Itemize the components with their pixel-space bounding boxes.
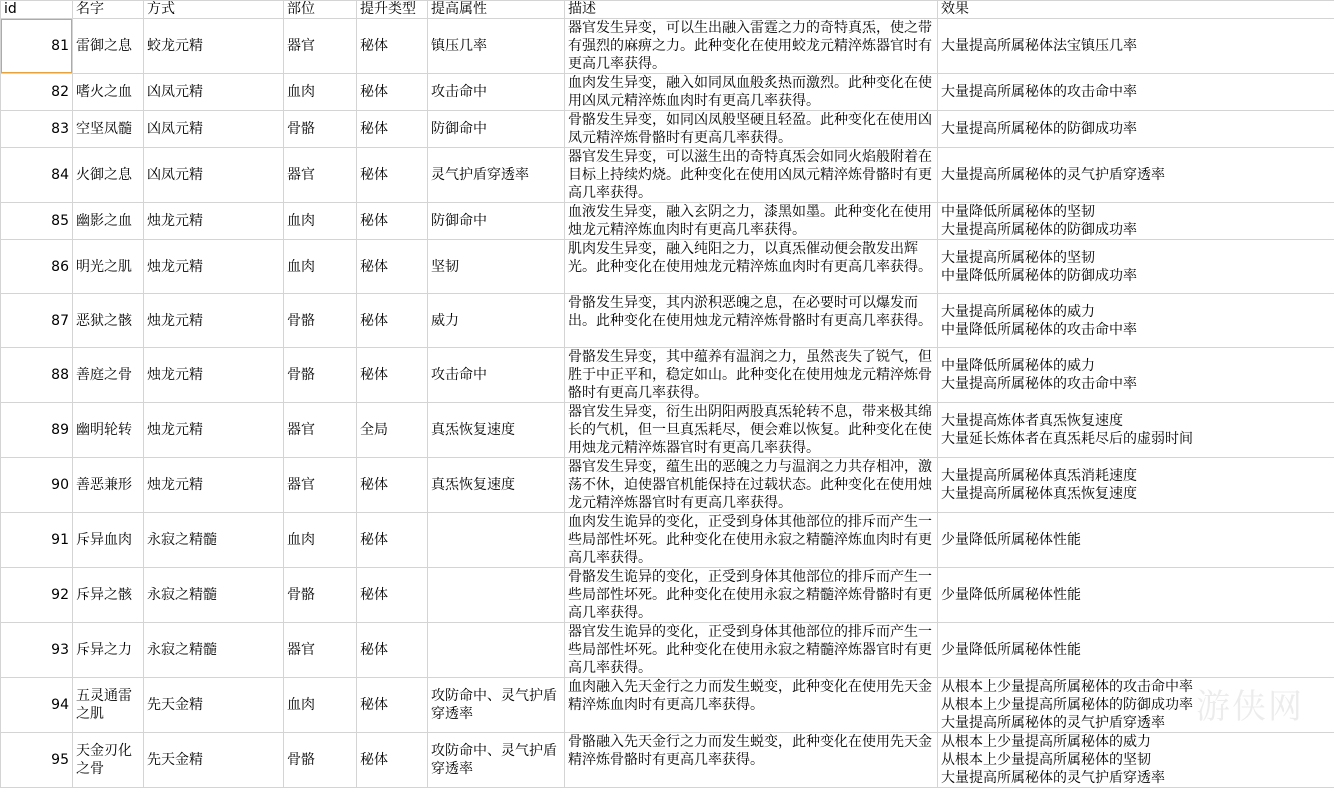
cell-id[interactable]: 86 bbox=[1, 240, 73, 294]
table-row[interactable] bbox=[1, 623, 1334, 678]
cell-method[interactable]: 永寂之精髓 bbox=[144, 568, 284, 623]
cell-effect[interactable]: 大量提高所属秘体的灵气护盾穿透率 bbox=[938, 148, 1334, 203]
cell-part[interactable]: 器官 bbox=[284, 623, 357, 678]
cell-method[interactable]: 烛龙元精 bbox=[144, 348, 284, 403]
cell-id[interactable]: 94 bbox=[1, 678, 73, 733]
cell-id[interactable]: 85 bbox=[1, 203, 73, 240]
cell-effect[interactable]: 从根本上少量提高所属秘体的攻击命中率 从根本上少量提高所属秘体的防御成功率 大量提高所属秘体的灵气护盾穿透率 bbox=[938, 678, 1334, 733]
cell-part[interactable]: 骨骼 bbox=[284, 294, 357, 348]
cell-method[interactable]: 凶凤元精 bbox=[144, 148, 284, 203]
cell-part[interactable]: 器官 bbox=[284, 403, 357, 458]
column-header[interactable]: 方式 bbox=[144, 1, 284, 19]
cell-attr[interactable]: 灵气护盾穿透率 bbox=[428, 148, 565, 203]
cell-desc[interactable]: 骨骼发生异变，如同凶凤般坚硬且轻盈。此种变化在使用凶凤元精淬炼骨骼时有更高几率获得。 bbox=[565, 111, 938, 148]
cell-part[interactable]: 骨骼 bbox=[284, 111, 357, 148]
cell-desc[interactable]: 骨骼发生异变，其中蕴养有温润之力，虽然丧失了锐气，但胜于中正平和，稳定如山。此种变化在使用烛龙元精淬炼骨骼时有更高几率获得。 bbox=[565, 348, 938, 403]
cell-name[interactable]: 五灵通雷之肌 bbox=[73, 678, 144, 733]
cell-effect[interactable]: 大量提高所属秘体法宝镇压几率 bbox=[938, 19, 1334, 74]
cell-attr[interactable]: 真炁恢复速度 bbox=[428, 458, 565, 513]
cell-id[interactable]: 91 bbox=[1, 513, 73, 568]
cell-id[interactable]: 88 bbox=[1, 348, 73, 403]
cell-attr[interactable]: 攻击命中 bbox=[428, 74, 565, 111]
cell-id[interactable]: 95 bbox=[1, 733, 73, 788]
cell-type[interactable]: 秘体 bbox=[357, 568, 428, 623]
cell-name[interactable]: 恶狱之骸 bbox=[73, 294, 144, 348]
cell-desc[interactable]: 骨骼发生异变，其内淤积恶魄之息，在必要时可以爆发而出。此种变化在使用烛龙元精淬炼骨骼时有更高几率获得。 bbox=[565, 294, 938, 348]
table-row[interactable] bbox=[1, 403, 1334, 458]
cell-desc[interactable]: 血肉融入先天金行之力而发生蜕变，此种变化在使用先天金精淬炼血肉时有更高几率获得。 bbox=[565, 678, 938, 733]
cell-effect[interactable]: 大量提高所属秘体的攻击命中率 bbox=[938, 74, 1334, 111]
cell-attr[interactable]: 攻击命中 bbox=[428, 348, 565, 403]
cell-effect[interactable]: 少量降低所属秘体性能 bbox=[938, 513, 1334, 568]
cell-id[interactable]: 82 bbox=[1, 74, 73, 111]
cell-part[interactable]: 血肉 bbox=[284, 74, 357, 111]
cell-type[interactable]: 秘体 bbox=[357, 203, 428, 240]
column-header[interactable]: 描述 bbox=[565, 1, 938, 19]
header-row bbox=[1, 1, 1334, 19]
cell-id[interactable]: 92 bbox=[1, 568, 73, 623]
cell-attr[interactable]: 真炁恢复速度 bbox=[428, 403, 565, 458]
cell-name[interactable]: 空坚凤髓 bbox=[73, 111, 144, 148]
column-header[interactable]: 名字 bbox=[73, 1, 144, 19]
table-row[interactable] bbox=[1, 74, 1334, 111]
cell-id[interactable]: 90 bbox=[1, 458, 73, 513]
cell-part[interactable]: 血肉 bbox=[284, 240, 357, 294]
cell-id[interactable]: 83 bbox=[1, 111, 73, 148]
cell-name[interactable]: 斥异血肉 bbox=[73, 513, 144, 568]
table-row[interactable] bbox=[1, 19, 1334, 74]
table-row[interactable] bbox=[1, 678, 1334, 733]
cell-name[interactable]: 天金刃化之骨 bbox=[73, 733, 144, 788]
cell-type[interactable]: 秘体 bbox=[357, 513, 428, 568]
cell-type[interactable]: 秘体 bbox=[357, 19, 428, 74]
table-row[interactable] bbox=[1, 568, 1334, 623]
cell-desc[interactable]: 骨骼发生诡异的变化，正受到身体其他部位的排斥而产生一些局部性坏死。此种变化在使用永寂之精髓淬炼骨骼时有更高几率获得。 bbox=[565, 568, 938, 623]
cell-name[interactable]: 幽影之血 bbox=[73, 203, 144, 240]
cell-name[interactable]: 斥异之骸 bbox=[73, 568, 144, 623]
cell-effect[interactable]: 少量降低所属秘体性能 bbox=[938, 623, 1334, 678]
table-row[interactable] bbox=[1, 348, 1334, 403]
cell-name[interactable]: 火御之息 bbox=[73, 148, 144, 203]
cell-part[interactable]: 器官 bbox=[284, 458, 357, 513]
cell-type[interactable]: 秘体 bbox=[357, 240, 428, 294]
cell-method[interactable]: 凶凤元精 bbox=[144, 74, 284, 111]
cell-name[interactable]: 雷御之息 bbox=[73, 19, 144, 74]
cell-attr[interactable]: 镇压几率 bbox=[428, 19, 565, 74]
cell-name[interactable]: 善恶兼形 bbox=[73, 458, 144, 513]
cell-effect[interactable]: 中量降低所属秘体的威力 大量提高所属秘体的攻击命中率 bbox=[938, 348, 1334, 403]
cell-name[interactable]: 嗜火之血 bbox=[73, 74, 144, 111]
cell-id[interactable]: 87 bbox=[1, 294, 73, 348]
cell-attr[interactable]: 攻防命中、灵气护盾穿透率 bbox=[428, 733, 565, 788]
cell-attr[interactable] bbox=[428, 568, 565, 623]
cell-type[interactable]: 秘体 bbox=[357, 111, 428, 148]
cell-method[interactable]: 烛龙元精 bbox=[144, 403, 284, 458]
watermark: 游侠网 bbox=[1196, 679, 1304, 728]
cell-name[interactable]: 幽明轮转 bbox=[73, 403, 144, 458]
cell-part[interactable]: 器官 bbox=[284, 19, 357, 74]
cell-effect[interactable]: 大量提高炼体者真炁恢复速度 大量延长炼体者在真炁耗尽后的虚弱时间 bbox=[938, 403, 1334, 458]
table-row[interactable] bbox=[1, 111, 1334, 148]
table-body bbox=[1, 19, 1334, 788]
cell-type[interactable]: 秘体 bbox=[357, 458, 428, 513]
cell-desc[interactable]: 器官发生诡异的变化，正受到身体其他部位的排斥而产生一些局部性坏死。此种变化在使用永寂之精髓淬炼器官时有更高几率获得。 bbox=[565, 623, 938, 678]
column-header[interactable]: 部位 bbox=[284, 1, 357, 19]
cell-type[interactable]: 秘体 bbox=[357, 678, 428, 733]
cell-part[interactable]: 器官 bbox=[284, 148, 357, 203]
cell-desc[interactable]: 器官发生异变，可以生出融入雷霆之力的奇特真炁，使之带有强烈的麻痹之力。此种变化在使用蛟龙元精淬炼器官时有更高几率获得。 bbox=[565, 19, 938, 74]
cell-id[interactable]: 81 bbox=[1, 19, 73, 74]
cell-attr[interactable]: 防御命中 bbox=[428, 111, 565, 148]
cell-effect[interactable]: 少量降低所属秘体性能 bbox=[938, 568, 1334, 623]
cell-effect[interactable]: 大量提高所属秘体的坚韧 中量降低所属秘体的防御成功率 bbox=[938, 240, 1334, 294]
cell-method[interactable]: 烛龙元精 bbox=[144, 294, 284, 348]
table-row[interactable] bbox=[1, 458, 1334, 513]
cell-part[interactable]: 血肉 bbox=[284, 203, 357, 240]
cell-type[interactable]: 秘体 bbox=[357, 74, 428, 111]
cell-desc[interactable]: 肌肉发生异变，融入纯阳之力，以真炁催动便会散发出辉光。此种变化在使用烛龙元精淬炼血肉时有更高几率获得。 bbox=[565, 240, 938, 294]
cell-effect[interactable]: 中量降低所属秘体的坚韧 大量提高所属秘体的防御成功率 bbox=[938, 203, 1334, 240]
cell-attr[interactable]: 攻防命中、灵气护盾穿透率 bbox=[428, 678, 565, 733]
cell-part[interactable]: 骨骼 bbox=[284, 568, 357, 623]
cell-desc[interactable]: 器官发生异变，蕴生出的恶魄之力与温润之力共存相冲，激荡不休，迫使器官机能保持在过载状态。此种变化在使用烛龙元精淬炼器官时有更高几率获得。 bbox=[565, 458, 938, 513]
table-row[interactable] bbox=[1, 203, 1334, 240]
table-row[interactable] bbox=[1, 294, 1334, 348]
cell-attr[interactable]: 威力 bbox=[428, 294, 565, 348]
cell-desc[interactable]: 血液发生异变，融入玄阴之力，漆黑如墨。此种变化在使用烛龙元精淬炼血肉时有更高几率获得。 bbox=[565, 203, 938, 240]
cell-effect[interactable]: 大量提高所属秘体真炁消耗速度 大量提高所属秘体真炁恢复速度 bbox=[938, 458, 1334, 513]
cell-method[interactable]: 永寂之精髓 bbox=[144, 513, 284, 568]
cell-desc[interactable]: 血肉发生诡异的变化，正受到身体其他部位的排斥而产生一些局部性坏死。此种变化在使用永寂之精髓淬炼血肉时有更高几率获得。 bbox=[565, 513, 938, 568]
column-header[interactable]: 效果 bbox=[938, 1, 1334, 19]
cell-method[interactable]: 烛龙元精 bbox=[144, 458, 284, 513]
cell-method[interactable]: 永寂之精髓 bbox=[144, 623, 284, 678]
cell-method[interactable]: 凶凤元精 bbox=[144, 111, 284, 148]
cell-name[interactable]: 明光之肌 bbox=[73, 240, 144, 294]
cell-attr[interactable] bbox=[428, 513, 565, 568]
cell-id[interactable]: 84 bbox=[1, 148, 73, 203]
cell-type[interactable]: 秘体 bbox=[357, 733, 428, 788]
cell-effect[interactable]: 大量提高所属秘体的防御成功率 bbox=[938, 111, 1334, 148]
cell-name[interactable]: 善庭之骨 bbox=[73, 348, 144, 403]
cell-id[interactable]: 93 bbox=[1, 623, 73, 678]
cell-name[interactable]: 斥异之力 bbox=[73, 623, 144, 678]
cell-attr[interactable]: 坚韧 bbox=[428, 240, 565, 294]
cell-effect[interactable]: 大量提高所属秘体的威力 中量降低所属秘体的攻击命中率 bbox=[938, 294, 1334, 348]
cell-type[interactable]: 秘体 bbox=[357, 148, 428, 203]
table-row[interactable] bbox=[1, 513, 1334, 568]
cell-desc[interactable]: 器官发生异变，衍生出阴阳两股真炁轮转不息，带来极其绵长的气机，但一旦真炁耗尽，便会难以恢复。此种变化在使用烛龙元精淬炼器官时有更高几率获得。 bbox=[565, 403, 938, 458]
cell-type[interactable]: 秘体 bbox=[357, 348, 428, 403]
column-header[interactable]: 提升类型 bbox=[357, 1, 428, 19]
column-header[interactable]: id bbox=[1, 1, 73, 19]
cell-part[interactable]: 血肉 bbox=[284, 678, 357, 733]
cell-attr[interactable] bbox=[428, 623, 565, 678]
cell-method[interactable]: 先天金精 bbox=[144, 678, 284, 733]
table-row[interactable] bbox=[1, 148, 1334, 203]
cell-desc[interactable]: 器官发生异变，可以滋生出的奇特真炁会如同火焰般附着在目标上持续灼烧。此种变化在使用凶凤元精淬炼骨骼时有更高几率获得。 bbox=[565, 148, 938, 203]
cell-part[interactable]: 骨骼 bbox=[284, 348, 357, 403]
column-header[interactable]: 提高属性 bbox=[428, 1, 565, 19]
cell-method[interactable]: 烛龙元精 bbox=[144, 240, 284, 294]
cell-attr[interactable]: 防御命中 bbox=[428, 203, 565, 240]
cell-method[interactable]: 先天金精 bbox=[144, 733, 284, 788]
cell-method[interactable]: 烛龙元精 bbox=[144, 203, 284, 240]
cell-id[interactable]: 89 bbox=[1, 403, 73, 458]
table-row[interactable] bbox=[1, 733, 1334, 788]
cell-method[interactable]: 蛟龙元精 bbox=[144, 19, 284, 74]
cell-desc[interactable]: 血肉发生异变，融入如同凤血般炙热而激烈。此种变化在使用凶凤元精淬炼血肉时有更高几率获得。 bbox=[565, 74, 938, 111]
table-row[interactable] bbox=[1, 240, 1334, 294]
cell-type[interactable]: 秘体 bbox=[357, 294, 428, 348]
cell-effect[interactable]: 从根本上少量提高所属秘体的威力 从根本上少量提高所属秘体的坚韧 大量提高所属秘体的灵气护盾穿透率 bbox=[938, 733, 1334, 788]
cell-part[interactable]: 血肉 bbox=[284, 513, 357, 568]
cell-part[interactable]: 骨骼 bbox=[284, 733, 357, 788]
cell-type[interactable]: 秘体 bbox=[357, 623, 428, 678]
cell-type[interactable]: 全局 bbox=[357, 403, 428, 458]
cell-desc[interactable]: 骨骼融入先天金行之力而发生蜕变，此种变化在使用先天金精淬炼骨骼时有更高几率获得。 bbox=[565, 733, 938, 788]
